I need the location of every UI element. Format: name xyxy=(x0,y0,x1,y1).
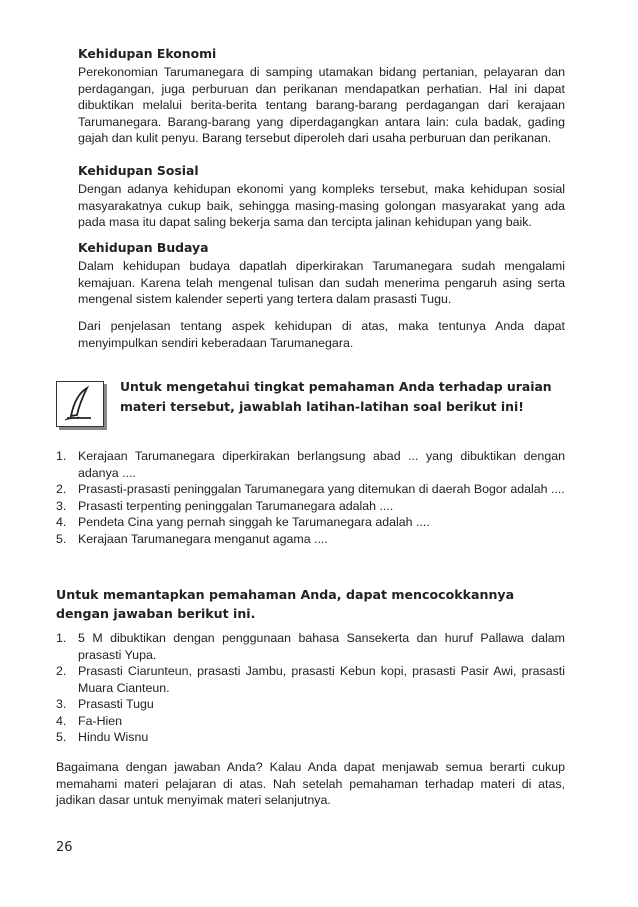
item-number: 1. xyxy=(56,449,67,463)
item-text: Prasasti-prasasti peninggalan Tarumanegara yang ditemukan di daerah Bogor adalah .... xyxy=(78,482,565,496)
list-item xyxy=(56,696,565,713)
item-number: 2. xyxy=(56,664,67,678)
list-item xyxy=(56,663,565,696)
section-text: Dalam kehidupan budaya dapatlah diperkirakan Tarumanegara sudah mengalami kemajuan. Karena telah mengenal tulisan dan sudah menerima pengaruh asing serta mengenal sistem kalender seperti yang tertera dalam prasasti Tugu. xyxy=(78,259,565,307)
section-text: Dengan adanya kehidupan ekonomi yang kompleks tersebut, maka kehidupan sosial masyarakatnya cukup baik, sehingga masing-masing golongan masyarakat yang ada pada masa itu dapat saling bekerja sama dan tercipta jalinan kehidupan yang baik. xyxy=(78,182,565,230)
section-text: Perekonomian Tarumanegara di samping utamakan bidang pertanian, pelayaran dan perdagangan, juga perburuan dan perikanan mendapatkan perhatian. Hal ini dapat dibuktikan melalui berita-berita tentang barang-barang perdagangan dari kerajaan Tarumanegara. Barang-barang yang diperdagangkan antara lain: cula badak, gading gajah dan kulit penyu. Barang tersebut diperoleh dari usaha perburuan dan perikanan. xyxy=(78,65,565,146)
item-number: 5. xyxy=(56,531,67,546)
item-number: 4. xyxy=(56,713,67,728)
item-text: 5 M dibuktikan dengan penggunaan bahasa Sansekerta dan huruf Pallawa dalam prasasti Yupa. xyxy=(78,631,565,662)
list-item xyxy=(56,729,565,746)
item-text: Kerajaan Tarumanegara diperkirakan berlangsung abad ... yang dibuktikan dengan adanya .... xyxy=(78,449,565,480)
section-sosial xyxy=(78,163,565,231)
page-number: 26 xyxy=(56,840,73,855)
list-item xyxy=(56,448,565,481)
item-number: 2. xyxy=(56,482,67,496)
exercise-note: Untuk mengetahui tingkat pemahaman Anda terhadap uraian materi tersebut, jawablah latihan-latihan soal berikut ini! xyxy=(120,379,552,414)
item-text: Prasasti Tugu xyxy=(78,697,154,711)
list-item xyxy=(56,630,565,663)
item-number: 4. xyxy=(56,515,67,529)
list-item xyxy=(56,514,565,531)
list-item xyxy=(56,498,565,515)
section-heading: Kehidupan Ekonomi xyxy=(78,46,217,61)
writing-pen-icon xyxy=(56,381,104,427)
question-list xyxy=(56,448,565,547)
item-number: 3. xyxy=(56,498,67,513)
list-item xyxy=(56,713,565,730)
item-number: 3. xyxy=(56,697,67,711)
list-item xyxy=(56,531,565,548)
section-heading: Kehidupan Sosial xyxy=(78,163,199,178)
closing-paragraph: Bagaimana dengan jawaban Anda? Kalau Anda dapat menjawab semua berarti cukup memahami materi pelajaran di atas. Nah setelah pemahaman terhadap materi di atas, jadikan dasar untuk menyimak materi selanjutnya. xyxy=(56,760,565,808)
section-budaya xyxy=(78,240,565,308)
section-heading: Kehidupan Budaya xyxy=(78,240,209,255)
summary-paragraph: Dari penjelasan tentang aspek kehidupan di atas, maka tentunya Anda dapat menyimpulkan sendiri keberadaan Tarumanegara. xyxy=(78,319,565,350)
item-text: Hindu Wisnu xyxy=(78,730,149,744)
item-text: Prasasti Ciarunteun, prasasti Jambu, prasasti Kebun kopi, prasasti Pasir Awi, prasasti Muara Cianteun. xyxy=(78,664,565,695)
item-text: Kerajaan Tarumanegara menganut agama .... xyxy=(78,531,328,546)
item-number: 5. xyxy=(56,730,67,744)
item-text: Fa-Hien xyxy=(78,713,123,728)
list-item xyxy=(56,481,565,498)
answer-list xyxy=(56,630,565,746)
section-ekonomi xyxy=(78,46,565,147)
item-number: 1. xyxy=(56,631,67,645)
item-text: Pendeta Cina yang pernah singgah ke Tarumanegara adalah .... xyxy=(78,515,430,529)
item-text: Prasasti terpenting peninggalan Tarumanegara adalah .... xyxy=(78,498,394,513)
answers-heading: Untuk memantapkan pemahaman Anda, dapat mencocokkannya dengan jawaban berikut ini. xyxy=(56,587,515,621)
